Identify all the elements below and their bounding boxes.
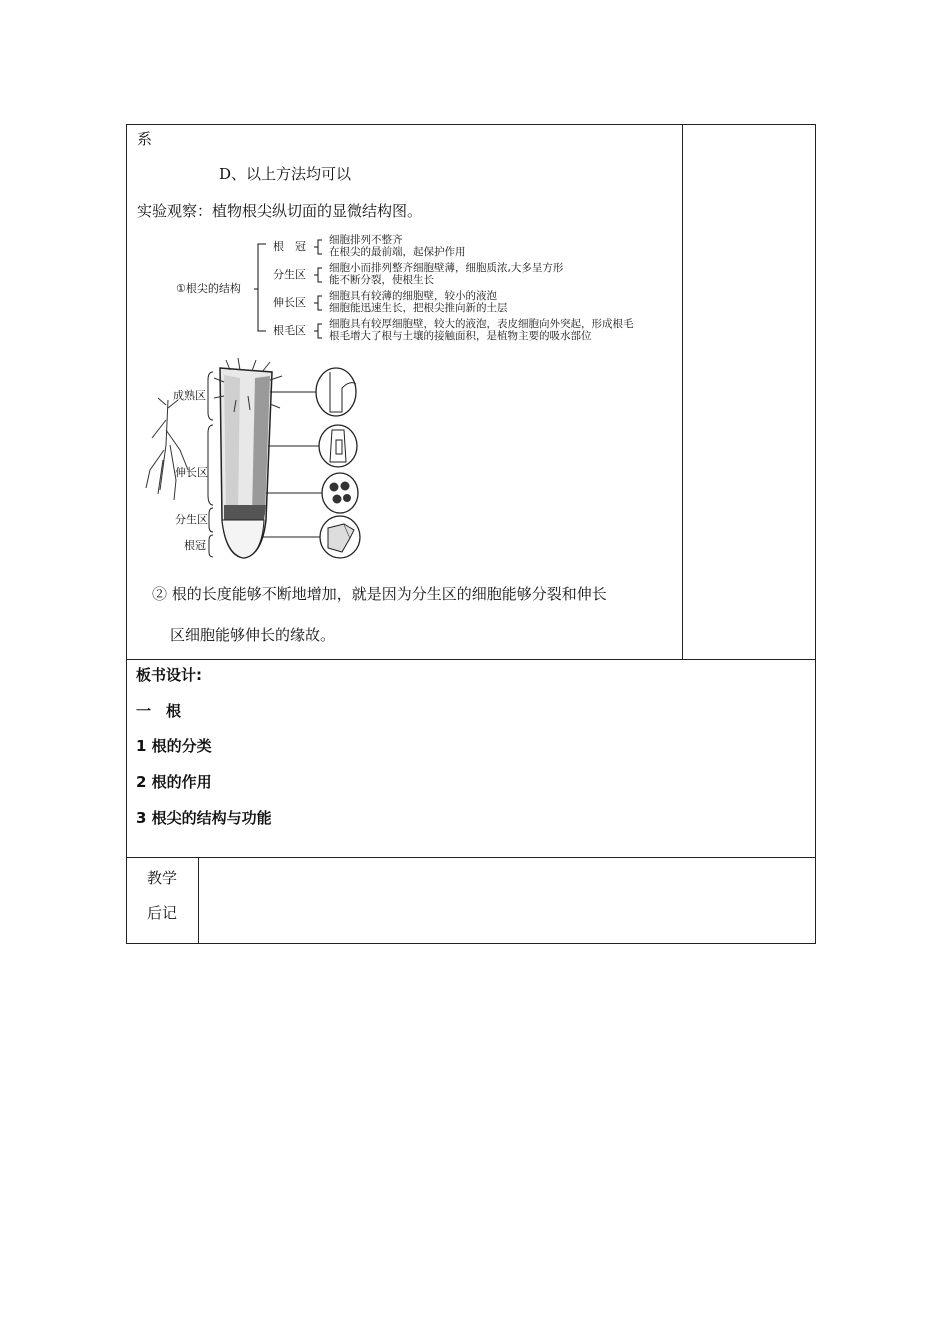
zone-name-elongation: 伸长区 <box>273 296 306 309</box>
zone-desc-elongation-1: 细胞具有较薄的细胞壁，较小的液泡 <box>329 290 497 302</box>
board-item-4: 3 根尖的结构与功能 <box>136 809 272 827</box>
zone-desc-meristem-2: 能不断分裂，使根生长 <box>329 274 434 286</box>
zone-desc-elongation-2: 细胞能迅速生长，把根尖推向新的土层 <box>329 302 508 314</box>
figure-label-elongation: 伸长区 <box>175 466 208 479</box>
board-item-1: 一 根 <box>136 702 182 720</box>
zone-desc-root-cap-2: 在根尖的最前端，起保护作用 <box>329 246 466 258</box>
structure-root-label: ①根尖的结构 <box>176 282 241 295</box>
zone-name-root-cap: 根 冠 <box>273 240 306 253</box>
figure-label-root-cap: 根冠 <box>184 539 206 552</box>
text-line-xi: 系 <box>137 130 153 148</box>
figure-label-maturation: 成熟区 <box>173 389 206 402</box>
zone-desc-meristem-1: 细胞小而排列整齐细胞壁薄，细胞质浓,大多呈方形 <box>329 262 564 274</box>
zone-desc-root-hair-2: 根毛增大了根与土壤的接触面积，是植物主要的吸水部位 <box>329 330 592 342</box>
experiment-heading: 实验观察：植物根尖纵切面的显微结构图。 <box>137 202 423 220</box>
option-d: D、以上方法均可以 <box>219 165 352 183</box>
zone-desc-root-cap-1: 细胞排列不整齐 <box>329 234 403 246</box>
conclusion-line-1: ② 根的长度能够不断地增加，就是因为分生区的细胞能够分裂和伸长 <box>152 585 607 603</box>
zone-desc-root-hair-1: 细胞具有较厚细胞壁，较大的液泡，表皮细胞向外突起，形成根毛 <box>329 318 634 330</box>
notes-label-line-1: 教学 <box>147 869 178 887</box>
zone-name-root-hair: 根毛区 <box>273 324 306 337</box>
board-item-2: 1 根的分类 <box>136 737 212 755</box>
zone-name-meristem: 分生区 <box>273 268 306 281</box>
notes-label-line-2: 后记 <box>147 904 178 922</box>
conclusion-line-2: 区细胞能够伸长的缘故。 <box>170 626 336 644</box>
board-heading: 板书设计: <box>136 666 202 684</box>
board-item-3: 2 根的作用 <box>136 773 212 791</box>
figure-label-meristem: 分生区 <box>175 513 208 526</box>
notes-content-area[interactable] <box>199 858 815 943</box>
